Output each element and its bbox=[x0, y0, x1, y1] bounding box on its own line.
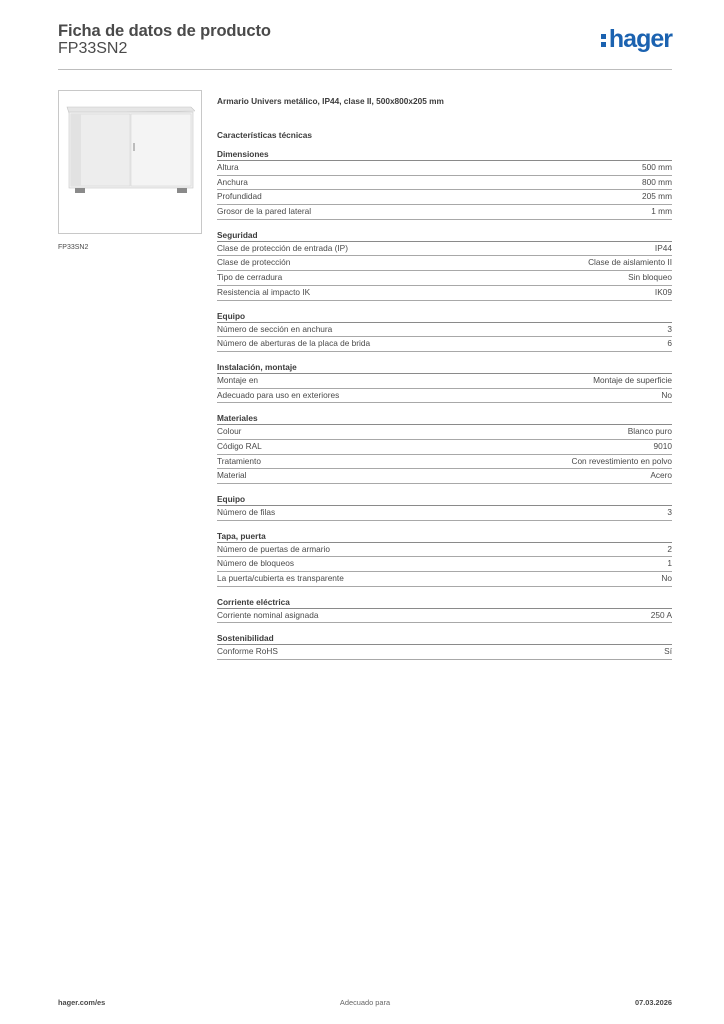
spec-label: Número de puertas de armario bbox=[217, 543, 330, 554]
spec-value: 2 bbox=[667, 543, 672, 554]
spec-label: Altura bbox=[217, 162, 239, 172]
spec-group bbox=[217, 530, 672, 587]
spec-value: Blanco puro bbox=[627, 426, 672, 437]
spec-group bbox=[217, 493, 672, 521]
spec-row bbox=[217, 389, 672, 404]
spec-group-title: Materiales bbox=[217, 412, 672, 425]
spec-value: 6 bbox=[667, 338, 672, 349]
spec-group bbox=[217, 632, 672, 660]
spec-row bbox=[217, 455, 672, 470]
page-footer bbox=[58, 998, 672, 1010]
spec-row bbox=[217, 609, 672, 624]
spec-label: Número de sección en anchura bbox=[217, 323, 333, 334]
spec-value: IP44 bbox=[654, 242, 672, 253]
spec-value: Sí bbox=[664, 646, 672, 657]
spec-value: No bbox=[661, 389, 672, 400]
spec-row bbox=[217, 271, 672, 286]
spec-value: 1 mm bbox=[651, 206, 672, 217]
spec-row bbox=[217, 205, 672, 220]
spec-value: IK09 bbox=[654, 286, 672, 297]
spec-row bbox=[217, 506, 672, 521]
footer-date: 07.03.2026 bbox=[635, 998, 672, 1007]
spec-label: Corriente nominal asignada bbox=[217, 609, 319, 620]
product-image bbox=[58, 90, 202, 234]
spec-label: Montaje en bbox=[217, 374, 259, 385]
page-header bbox=[58, 22, 672, 70]
spec-row bbox=[217, 374, 672, 389]
spec-label: Grosor de la pared lateral bbox=[217, 206, 312, 217]
spec-row bbox=[217, 286, 672, 301]
spec-groups bbox=[217, 148, 672, 660]
spec-row bbox=[217, 645, 672, 660]
spec-value: Con revestimiento en polvo bbox=[571, 455, 672, 466]
spec-row bbox=[217, 190, 672, 205]
spec-group bbox=[217, 412, 672, 484]
spec-row bbox=[217, 161, 672, 176]
product-code: FP33SN2 bbox=[58, 40, 128, 57]
spec-value: 3 bbox=[667, 507, 672, 517]
spec-value: 205 mm bbox=[642, 191, 672, 202]
spec-group bbox=[217, 148, 672, 220]
footer-middle: Adecuado para bbox=[339, 998, 391, 1007]
product-description: Armario Univers metálico, IP44, clase II, 500x800x205 mm bbox=[217, 96, 444, 106]
spec-row bbox=[217, 323, 672, 338]
logo-dots-icon bbox=[601, 32, 607, 48]
spec-row bbox=[217, 440, 672, 455]
document-title: Ficha de datos de producto bbox=[58, 22, 271, 40]
spec-group-title: Equipo bbox=[217, 493, 672, 506]
spec-value: 250 A bbox=[650, 609, 672, 620]
logo-text: hager bbox=[608, 25, 672, 53]
spec-label: Colour bbox=[217, 426, 242, 437]
image-caption: FP33SN2 bbox=[58, 244, 89, 251]
spec-value: 1 bbox=[667, 558, 672, 569]
spec-row bbox=[217, 572, 672, 587]
spec-value: 500 mm bbox=[642, 162, 672, 172]
hager-logo bbox=[601, 27, 672, 52]
spec-value: Clase de aislamiento II bbox=[588, 257, 672, 268]
spec-label: Resistencia al impacto IK bbox=[217, 286, 311, 297]
spec-value: 800 mm bbox=[642, 176, 672, 187]
spec-row bbox=[217, 337, 672, 352]
spec-label: Conforme RoHS bbox=[217, 646, 278, 657]
spec-label: Material bbox=[217, 470, 247, 481]
spec-label: La puerta/cubierta es transparente bbox=[217, 573, 344, 584]
spec-value: Sin bloqueo bbox=[628, 272, 672, 283]
spec-row bbox=[217, 543, 672, 558]
spec-group bbox=[217, 361, 672, 403]
spec-label: Código RAL bbox=[217, 440, 262, 451]
tech-heading: Características técnicas bbox=[217, 130, 313, 140]
spec-label: Número de filas bbox=[217, 507, 276, 517]
spec-group-title: Tapa, puerta bbox=[217, 530, 672, 543]
spec-label: Tipo de cerradura bbox=[217, 272, 283, 283]
spec-group-title: Dimensiones bbox=[217, 148, 672, 161]
spec-row bbox=[217, 557, 672, 572]
spec-label: Clase de protección bbox=[217, 257, 291, 268]
cabinet-illustration bbox=[65, 101, 195, 201]
spec-row bbox=[217, 176, 672, 191]
spec-value: 9010 bbox=[653, 440, 672, 451]
spec-group-title: Seguridad bbox=[217, 229, 672, 242]
spec-group bbox=[217, 310, 672, 352]
spec-value: 3 bbox=[667, 323, 672, 334]
spec-label: Tratamiento bbox=[217, 455, 261, 466]
spec-content bbox=[217, 96, 672, 669]
spec-group bbox=[217, 596, 672, 624]
spec-row bbox=[217, 242, 672, 257]
spec-label: Número de bloqueos bbox=[217, 558, 295, 569]
spec-label: Anchura bbox=[217, 176, 248, 187]
spec-row bbox=[217, 469, 672, 484]
spec-group bbox=[217, 229, 672, 301]
spec-value: Montaje de superficie bbox=[593, 374, 672, 385]
spec-label: Adecuado para uso en exteriores bbox=[217, 389, 340, 400]
footer-website: hager.com/es bbox=[58, 998, 106, 1007]
spec-group-title: Corriente eléctrica bbox=[217, 596, 672, 609]
spec-label: Número de aberturas de la placa de brida bbox=[217, 338, 371, 349]
spec-group-title: Sostenibilidad bbox=[217, 632, 672, 645]
spec-group-title: Instalación, montaje bbox=[217, 361, 672, 374]
spec-row bbox=[217, 425, 672, 440]
spec-label: Profundidad bbox=[217, 191, 262, 202]
spec-label: Clase de protección de entrada (IP) bbox=[217, 242, 348, 253]
spec-value: Acero bbox=[650, 470, 672, 481]
spec-row bbox=[217, 256, 672, 271]
spec-group-title: Equipo bbox=[217, 310, 672, 323]
spec-value: No bbox=[661, 573, 672, 584]
